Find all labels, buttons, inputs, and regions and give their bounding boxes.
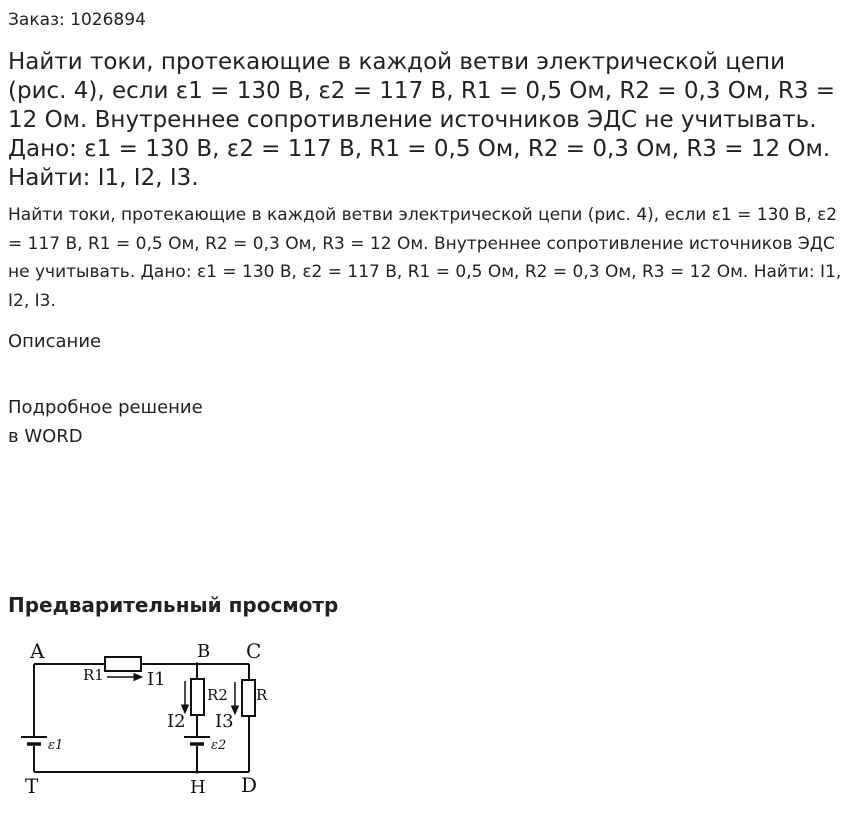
- resistor-r3: [242, 680, 255, 716]
- arrow-i2: [182, 681, 189, 713]
- r3-label: R: [256, 686, 268, 704]
- solution-line-1: Подробное решение: [8, 397, 203, 418]
- preview-heading: Предварительный просмотр: [8, 593, 339, 617]
- task-title: Найти токи, протекающие в каждой ветви электрической цепи (рис. 4), если ε1 = 130 В, ε2 = 117 В, R1 = 0,5 Ом, R2 = 0,3 Ом, R3 = 12 Ом. Внутреннее сопротивление источников ЭДС не учитывать. Дано: ε1 = 130 В, ε2 = 117 В, R1 = 0,5 Ом, R2 = 0,3 Ом, R3 = 12 Ом. Найти: I1, I2, I3.: [8, 49, 836, 191]
- r2-label: R2: [207, 686, 228, 704]
- i1-label: I1: [147, 669, 166, 690]
- battery-e2: [184, 737, 210, 744]
- solution-line-2: в WORD: [8, 426, 83, 447]
- resistor-r2: [191, 679, 204, 715]
- node-c-label: C: [246, 639, 262, 663]
- junction-b: [195, 662, 198, 665]
- i2-label: I2: [167, 711, 186, 732]
- node-b-label: B: [197, 641, 211, 662]
- solution-info: [8, 393, 203, 451]
- arrow-i3: [232, 682, 239, 714]
- task-description: Найти токи, протекающие в каждой ветви электрической цепи (рис. 4), если ε1 = 130 В, ε2 = 117 В, R1 = 0,5 Ом, R2 = 0,3 Ом, R3 = 12 Ом. Внутреннее сопротивление источников ЭДС не учитывать. Дано: ε1 = 130 В, ε2 = 117 В, R1 = 0,5 Ом, R2 = 0,3 Ом, R3 = 12 Ом. Найти: I1, I2, I3.: [8, 205, 842, 311]
- resistor-r1: [105, 657, 141, 671]
- e2-label: ε2: [211, 738, 227, 753]
- order-number: Заказ: 1026894: [8, 10, 146, 30]
- node-h-label: H: [190, 777, 206, 798]
- battery-e1: [21, 737, 47, 744]
- description-heading: Описание: [8, 331, 102, 352]
- node-a-label: A: [30, 639, 45, 663]
- circuit-diagram: [16, 634, 278, 800]
- junction-h: [195, 770, 198, 773]
- e1-label: ε1: [48, 738, 64, 753]
- node-t-label: T: [25, 774, 39, 798]
- i3-label: I3: [215, 711, 234, 732]
- arrow-i1: [107, 674, 142, 681]
- node-d-label: D: [241, 773, 258, 797]
- r1-label: R1: [83, 666, 104, 684]
